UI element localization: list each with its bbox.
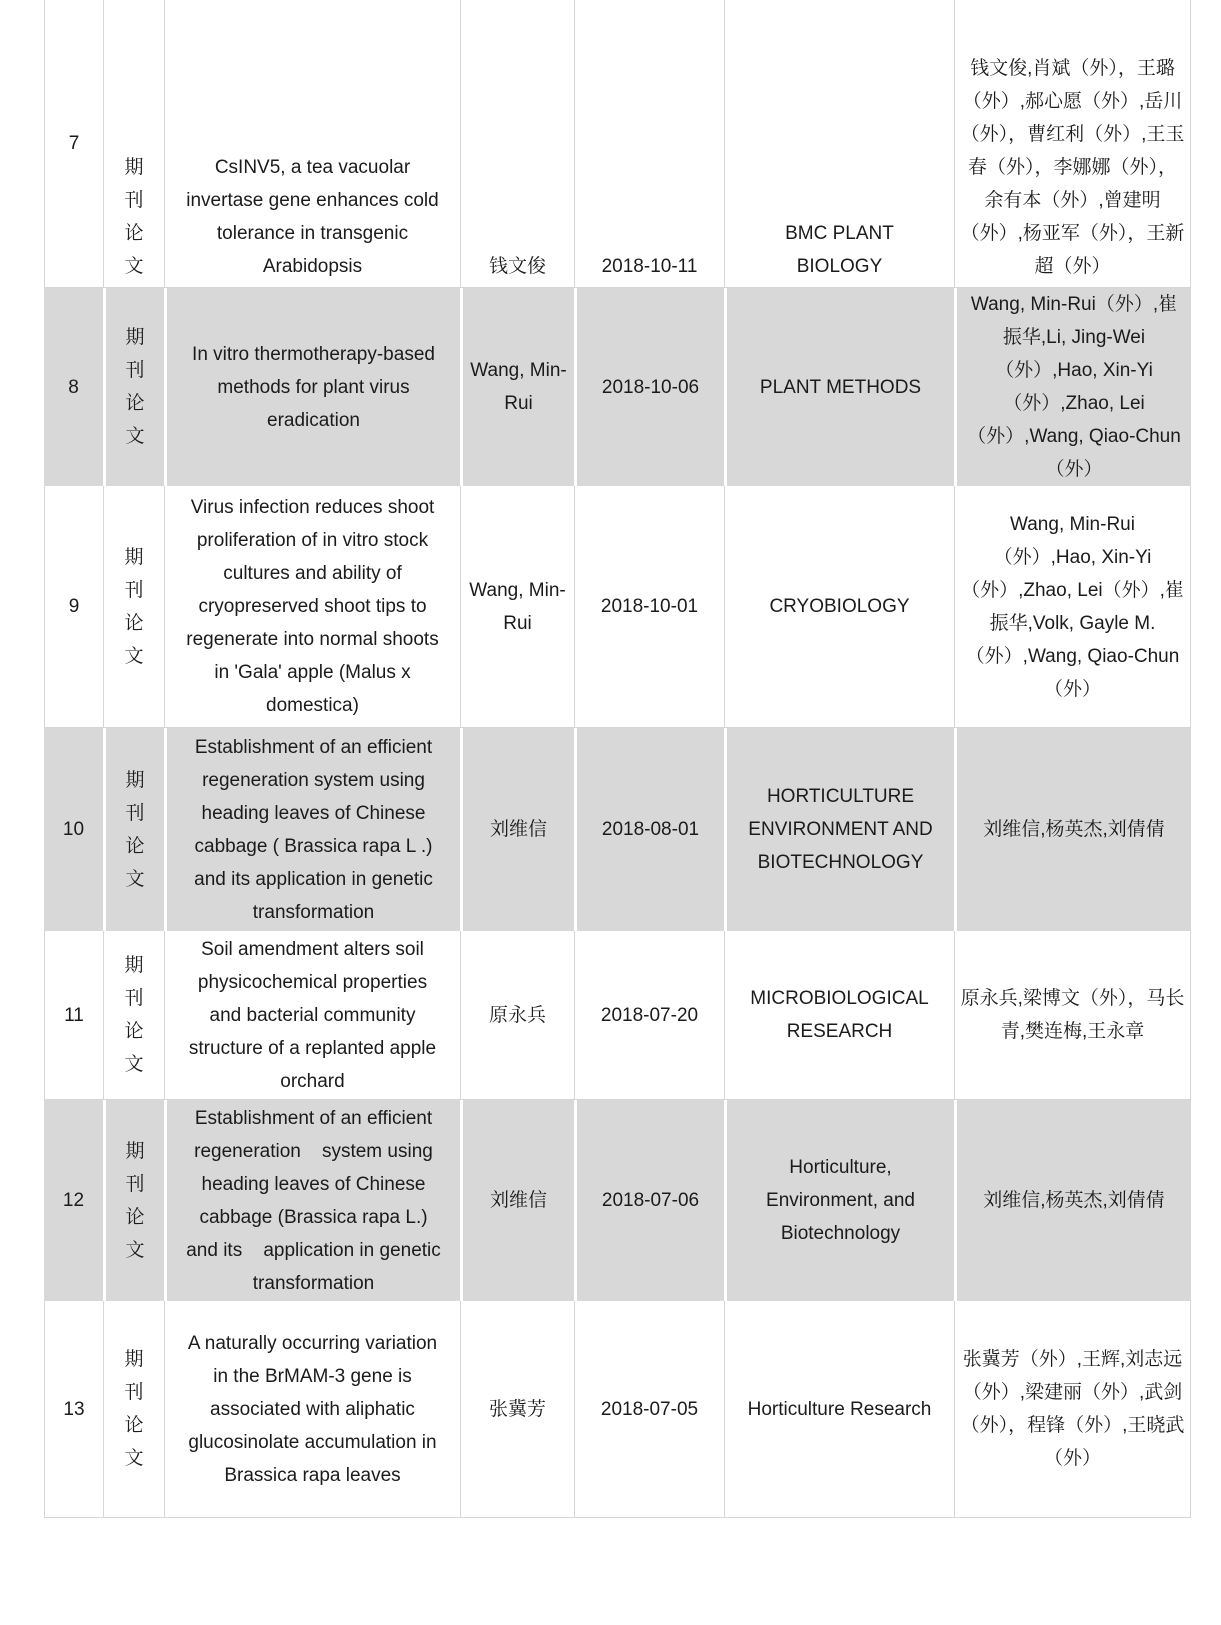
row-index: 12 bbox=[44, 1100, 103, 1301]
journal-cell: HORTICULTURE ENVIRONMENT AND BIOTECHNOLOGY bbox=[724, 728, 954, 931]
date-cell: 2018-07-06 bbox=[574, 1100, 724, 1301]
journal-cell: Horticulture Research bbox=[724, 1301, 954, 1518]
title-cell: Virus infection reduces shoot proliferation of in vitro stock cultures and ability of cryopreserved shoot tips to regenerate into normal shoots in 'Gala' apple (Malus x domestica) bbox=[164, 486, 460, 728]
authors-cell: Wang, Min-Rui（外）,Hao, Xin-Yi（外）,Zhao, Lei（外）,崔振华,Volk, Gayle M.（外）,Wang, Qiao-Chun（外） bbox=[954, 486, 1191, 728]
title-cell: Soil amendment alters soil physicochemical properties and bacterial community structure of a replanted apple orchard bbox=[164, 931, 460, 1100]
table-row bbox=[44, 728, 1191, 931]
journal-cell: CRYOBIOLOGY bbox=[724, 486, 954, 728]
doc-type-vertical-label: 期刊论文 bbox=[125, 327, 145, 447]
title-cell: A naturally occurring variation in the BrMAM-3 gene is associated with aliphatic glucosinolate accumulation in Brassica rapa leaves bbox=[164, 1301, 460, 1518]
doc-type-cell bbox=[103, 1301, 164, 1518]
authors-cell: Wang, Min-Rui（外）,崔振华,Li, Jing-Wei（外）,Hao, Xin-Yi（外）,Zhao, Lei（外）,Wang, Qiao-Chun（外） bbox=[954, 288, 1191, 486]
title-cell: Establishment of an efficient regeneration system using heading leaves of Chinese cabbage (Brassica rapa L.) and its application in genetic transformation bbox=[164, 1100, 460, 1301]
date-cell: 2018-10-11 bbox=[574, 0, 724, 288]
doc-type-vertical-label: 期刊论文 bbox=[124, 546, 144, 667]
first-author-cell: 钱文俊 bbox=[460, 0, 574, 288]
authors-cell: 张冀芳（外）,王辉,刘志远（外）,梁建丽（外）,武剑（外），程锋（外）,王晓武（外） bbox=[954, 1301, 1191, 1518]
doc-type-vertical-label: 期刊论文 bbox=[124, 157, 144, 277]
table-row bbox=[44, 931, 1191, 1100]
table-row bbox=[44, 486, 1191, 728]
publications-table bbox=[44, 0, 1191, 1518]
table-row bbox=[44, 1301, 1191, 1518]
row-index: 13 bbox=[44, 1301, 103, 1518]
doc-type-vertical-label: 期刊论文 bbox=[124, 955, 144, 1075]
date-cell: 2018-07-20 bbox=[574, 931, 724, 1100]
title-cell: In vitro thermotherapy-based methods for plant virus eradication bbox=[164, 288, 460, 486]
date-cell: 2018-10-01 bbox=[574, 486, 724, 728]
authors-cell: 刘维信,杨英杰,刘倩倩 bbox=[954, 728, 1191, 931]
first-author-cell: 张冀芳 bbox=[460, 1301, 574, 1518]
row-index: 9 bbox=[44, 486, 103, 728]
table-row bbox=[44, 288, 1191, 486]
journal-cell: PLANT METHODS bbox=[724, 288, 954, 486]
doc-type-cell bbox=[103, 288, 164, 486]
authors-cell: 原永兵,梁博文（外），马长青,樊连梅,王永章 bbox=[954, 931, 1191, 1100]
date-cell: 2018-08-01 bbox=[574, 728, 724, 931]
doc-type-cell bbox=[103, 931, 164, 1100]
row-index: 11 bbox=[44, 931, 103, 1100]
row-index: 8 bbox=[44, 288, 103, 486]
first-author-cell: Wang, Min-Rui bbox=[460, 486, 574, 728]
first-author-cell: 刘维信 bbox=[460, 1100, 574, 1301]
first-author-cell: 刘维信 bbox=[460, 728, 574, 931]
journal-cell: MICROBIOLOGICAL RESEARCH bbox=[724, 931, 954, 1100]
authors-cell: 钱文俊,肖斌（外），王璐（外）,郝心愿（外）,岳川（外），曹红利（外）,王玉春（外），李娜娜（外），余有本（外）,曾建明（外）,杨亚军（外），王新超（外） bbox=[954, 0, 1191, 288]
row-index: 7 bbox=[44, 0, 103, 288]
doc-type-cell bbox=[103, 486, 164, 728]
journal-cell: BMC PLANT BIOLOGY bbox=[724, 0, 954, 288]
table-row bbox=[44, 1100, 1191, 1301]
title-cell: CsINV5, a tea vacuolar invertase gene enhances cold tolerance in transgenic Arabidopsis bbox=[164, 0, 460, 288]
doc-type-cell bbox=[103, 1100, 164, 1301]
date-cell: 2018-07-05 bbox=[574, 1301, 724, 1518]
authors-cell: 刘维信,杨英杰,刘倩倩 bbox=[954, 1100, 1191, 1301]
date-cell: 2018-10-06 bbox=[574, 288, 724, 486]
table-row bbox=[44, 0, 1191, 288]
first-author-cell: 原永兵 bbox=[460, 931, 574, 1100]
doc-type-vertical-label: 期刊论文 bbox=[125, 769, 145, 890]
row-index: 10 bbox=[44, 728, 103, 931]
doc-type-vertical-label: 期刊论文 bbox=[125, 1140, 145, 1261]
doc-type-vertical-label: 期刊论文 bbox=[124, 1349, 144, 1469]
first-author-cell: Wang, Min-Rui bbox=[460, 288, 574, 486]
journal-cell: Horticulture, Environment, and Biotechnology bbox=[724, 1100, 954, 1301]
doc-type-cell bbox=[103, 0, 164, 288]
title-cell: Establishment of an efficient regeneration system using heading leaves of Chinese cabbage ( Brassica rapa L .) and its application in genetic transformation bbox=[164, 728, 460, 931]
doc-type-cell bbox=[103, 728, 164, 931]
